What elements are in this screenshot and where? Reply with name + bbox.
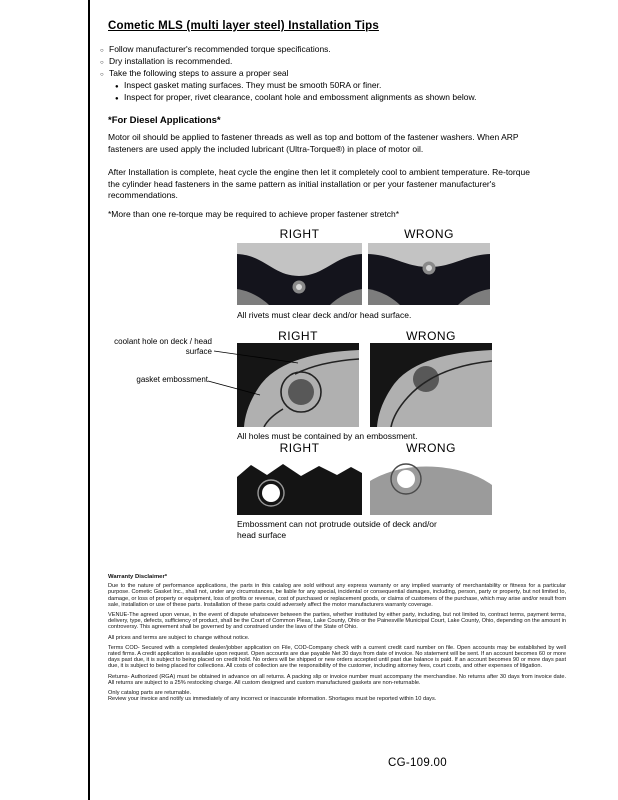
disclaimer-paragraph: Returns- Authorized (RGA) must be obtained in advance on all returns. A packing slip or invoice number must accompany the merchandise. No returns after 30 days from invoice date. All returns are subject to a 25% restocking charge. All custom designed and custom manufactured gaskets are non-returnable. bbox=[108, 673, 566, 686]
coolant-hole-contained-diagram bbox=[237, 343, 359, 427]
disclaimer-paragraph: Due to the nature of performance applications, the parts in this catalog are sold without any express warranty or any implied warranty of merchantability or fitness for a particular purpose. Cometic Gasket Inc., shall not, under any circumstances, be liable for any special, incidental or consequential damages, including, person, party or property, but not limited to, damage, or loss of property or equipment, loss of profits or revenue, cost of purchased or replacement goods, or claims of customers of the purchase, which may arise and/or result from sale, installation or use of these parts. Installation of these parts could adversely affect the motor manufacturers warranty coverage. bbox=[108, 583, 566, 608]
coolant-hole-callout: coolant hole on deck / head surface bbox=[114, 337, 212, 356]
wrong-label: WRONG bbox=[406, 329, 456, 343]
tip-item: ○ Dry installation is recommended. bbox=[100, 55, 476, 67]
right-label: RIGHT bbox=[279, 441, 320, 455]
tip-item: ○ Take the following steps to assure a proper seal bbox=[100, 67, 476, 79]
protrusion-caption: Embossment can not protrude outside of deck and/or head surface bbox=[237, 519, 437, 540]
right-label: RIGHT bbox=[278, 329, 318, 343]
disclaimer-paragraph: VENUE-The agreed upon venue, in the event of dispute whatsoever between the parties, whether instituted by either party, including, but not limited to, contract terms, payment terms, delivery, type, defects, sufficiency of product, shall be the Court of Common Pleas, Lake County, Ohio or the Painesville Municipal Court, Lake County, Ohio, depending on the amount in controversy. This agreement shall be governed by and construed under the laws of the State of Ohio. bbox=[108, 612, 566, 631]
coolant-hole-overlap-diagram bbox=[370, 343, 492, 427]
right-label: RIGHT bbox=[279, 227, 320, 241]
diesel-paragraph-1: Motor oil should be applied to fastener threads as well as top and bottom of the fastener washers. When ARP fasteners are used apply the included lubricant (Ultra-Torque®) in place of motor oil. bbox=[108, 132, 519, 154]
rivet-clear-diagram bbox=[237, 243, 362, 305]
wrong-label: WRONG bbox=[404, 227, 454, 241]
disclaimer-paragraph: All prices and terms are subject to change without notice. bbox=[108, 634, 250, 641]
disclaimer-paragraph: Terms COD- Secured with a completed dealer/jobber application on File, COD-Company check with a current credit card number on file. Open accounts may be established by well rated firms. A credit application is available upon request. Open accounts are due payable Net 30 days from date of invoice. No statement will be sent. If an account becomes 60 or more days past due, it is subject to being placed on credit hold. No orders will be shipped or new orders accepted until past due balance is paid. If an account becomes 90 or more days past due, it is subject to being placed for collections. All costs of collection are the responsibility of the customer, including attorney fees, court costs, and other expenses of litigation. bbox=[108, 644, 566, 670]
tip-item: ○ Follow manufacturer's recommended torque specifications. bbox=[100, 43, 476, 55]
tip-subitem: ● Inspect for proper, rivet clearance, coolant hole and embossment alignments as shown below. bbox=[115, 91, 476, 103]
warranty-disclaimer bbox=[108, 574, 566, 706]
diesel-applications-heading: *For Diesel Applications* bbox=[108, 115, 221, 126]
rivet-interfere-diagram bbox=[368, 243, 490, 305]
rivet-caption: All rivets must clear deck and/or head surface. bbox=[237, 310, 412, 320]
catalog-code: CG-109.00 bbox=[388, 757, 447, 769]
embossment-inside-diagram bbox=[237, 455, 362, 515]
page-title: Cometic MLS (multi layer steel) Installation Tips bbox=[108, 20, 379, 32]
diesel-paragraph-2: After Installation is complete, heat cycle the engine then let it completely cool to ambient temperature. Re-torque the cylinder head fasteners in the same pattern as initial installation or per your fastener manufacturer's recommendations. bbox=[108, 167, 530, 200]
tip-subitem: ● Inspect gasket mating surfaces. They must be smooth 50RA or finer. bbox=[115, 79, 476, 91]
retorque-note: *More than one re-torque may be required to achieve proper fastener stretch* bbox=[108, 209, 400, 219]
disclaimer-paragraph: Review your invoice and notify us immediately of any incorrect or inaccurate information. Shortages must be reported within 10 days. bbox=[108, 696, 437, 703]
diagram-section bbox=[0, 225, 618, 560]
embossment-caption: All holes must be contained by an embossment. bbox=[237, 431, 418, 441]
gasket-embossment-callout: gasket embossment bbox=[136, 375, 208, 384]
warranty-disclaimer-heading: Warranty Disclaimer* bbox=[108, 574, 168, 580]
embossment-protrude-diagram bbox=[370, 455, 492, 515]
tips-list bbox=[100, 43, 476, 103]
disclaimer-paragraph: Only catalog parts are returnable. bbox=[108, 690, 192, 697]
wrong-label: WRONG bbox=[406, 441, 456, 455]
